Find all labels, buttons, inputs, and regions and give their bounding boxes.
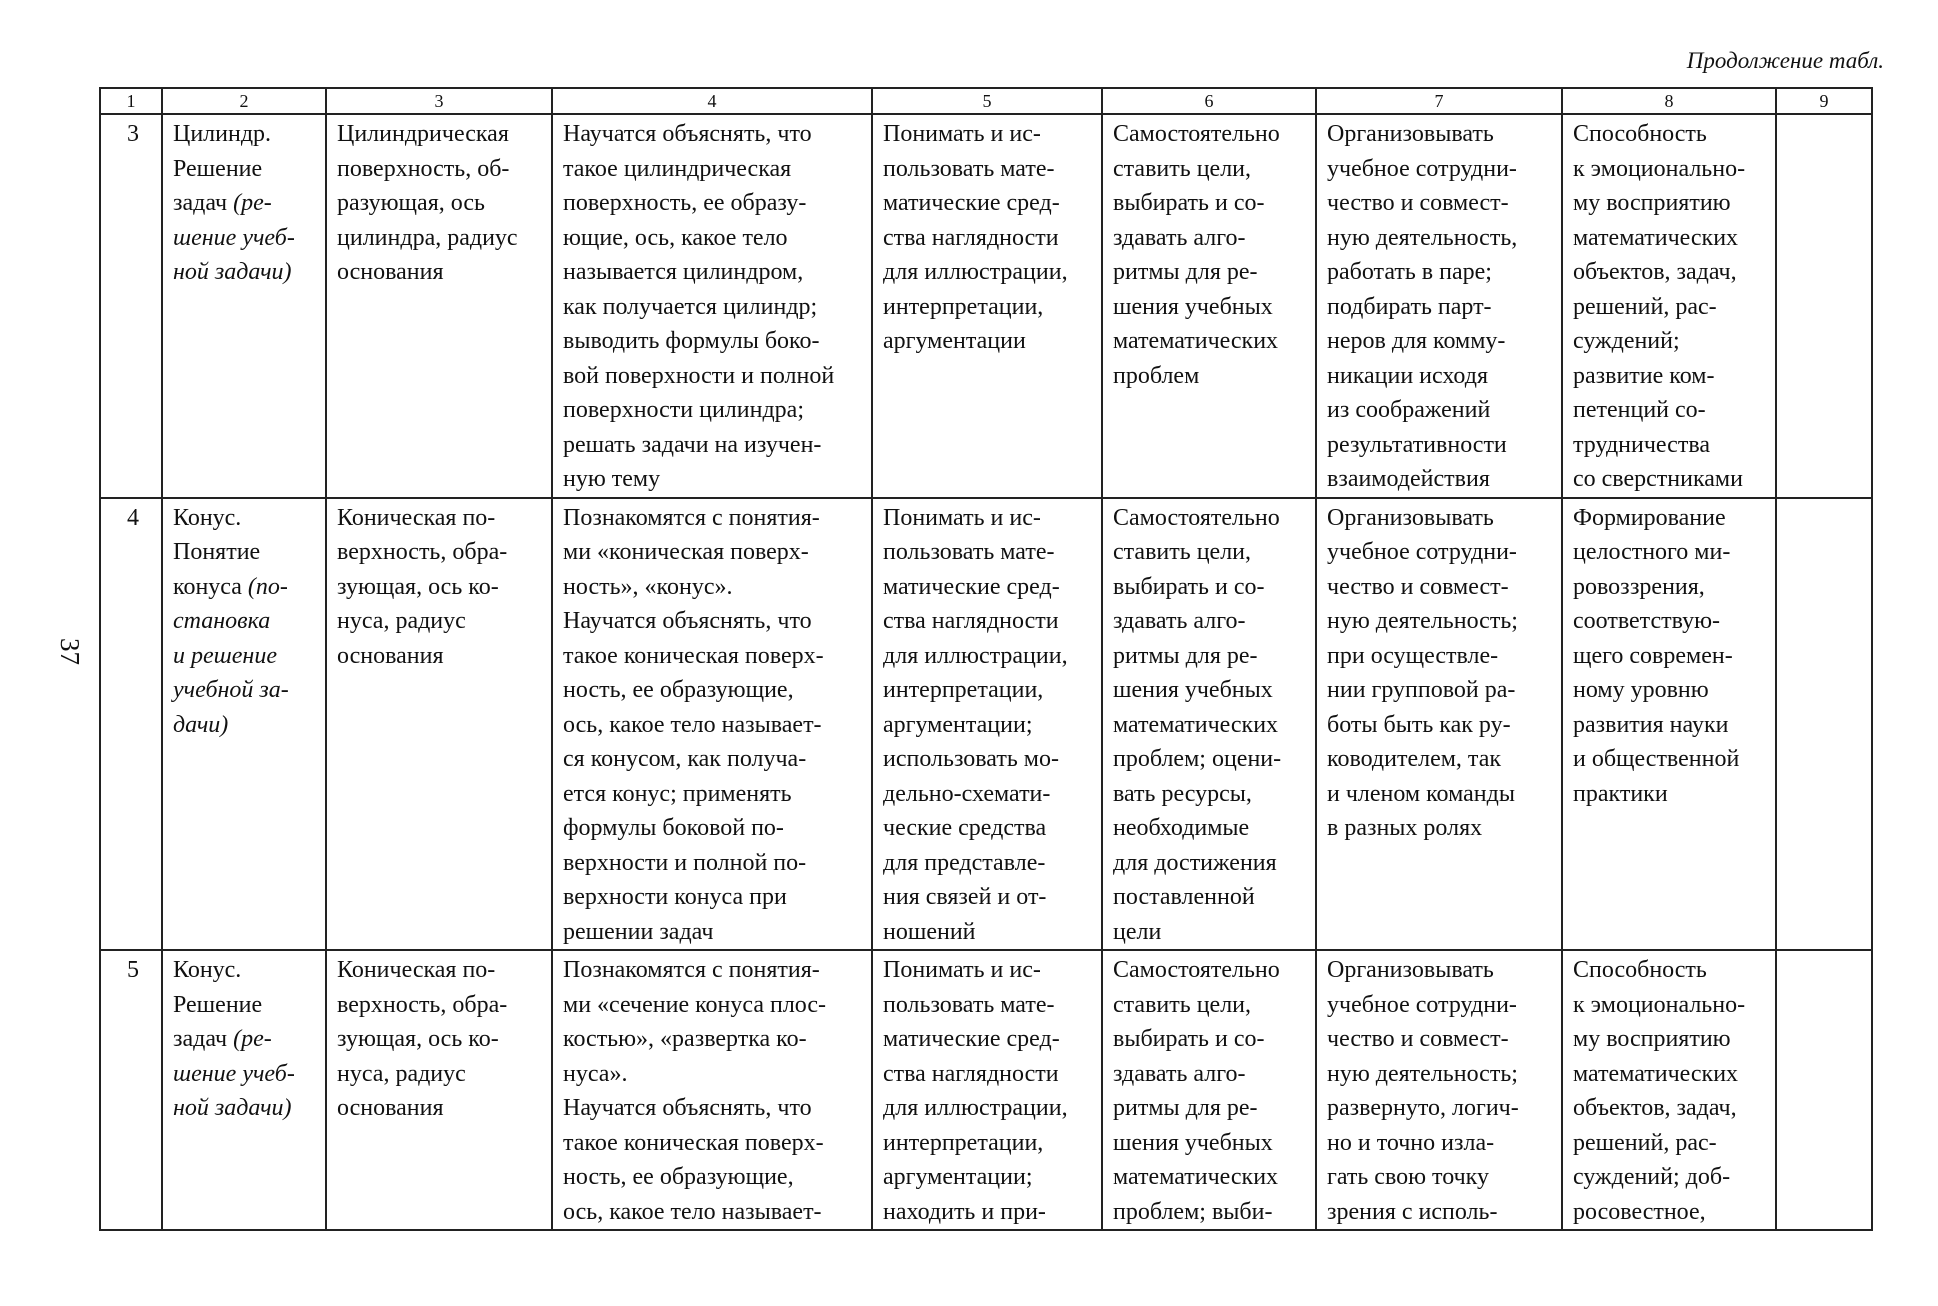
cognitive-uud: Понимать и ис- пользовать мате- матические сред- ства наглядности для иллюстрации, интерпретации, аргументации; использовать мо- дельно-схемати- ческие средства для представле- ния связей и от- ношений: [872, 498, 1102, 951]
header-row: [100, 88, 1872, 114]
regulatory-uud: Самостоятельно ставить цели, выбирать и со- здавать алго- ритмы для ре- шения учебных математических проблем; выби-: [1102, 950, 1316, 1230]
communicative-uud: Организовывать учебное сотрудни- чество и совмест- ную деятельность, работать в паре; подбирать парт- неров для комму- никации исходя из соображений результативности взаимодействия: [1316, 114, 1562, 498]
table-row: [100, 950, 1872, 1230]
header-cell: 7: [1316, 88, 1562, 114]
lesson-type: (ре- шение учеб- ной задачи): [173, 1026, 295, 1121]
communicative-uud: Организовывать учебное сотрудни- чество и совмест- ную деятельность; развернуто, логич- но и точно изла- гать свою точку зрения с исполь-: [1316, 950, 1562, 1230]
header-cell: 2: [162, 88, 326, 114]
regulatory-uud: Самостоятельно ставить цели, выбирать и со- здавать алго- ритмы для ре- шения учебных математических проблем; оцени- вать ресурсы, необходимые для достижения поставленной цели: [1102, 498, 1316, 951]
lesson-topic: [162, 114, 326, 498]
personal-results: Способность к эмоционально- му восприятию математических объектов, задач, решений, рас- суждений; доб- росовестное,: [1562, 950, 1776, 1230]
column-9-cell: [1776, 950, 1872, 1230]
column-9-cell: [1776, 498, 1872, 951]
basic-concepts: Коническая по- верхность, обра- зующая, ось ко- нуса, радиус основания: [326, 498, 552, 951]
header-cell: 9: [1776, 88, 1872, 114]
regulatory-uud: Самостоятельно ставить цели, выбирать и со- здавать алго- ритмы для ре- шения учебных математических проблем: [1102, 114, 1316, 498]
subject-results: Познакомятся с понятия- ми «коническая поверх- ность», «конус». Научатся объяснять, что такое коническая поверх- ность, ее образующие, ось, какое тело называет- ся конусом, как получа- ется конус; применять формулы боковой по- верхности и полной по- верхности конуса при решении задач: [552, 498, 872, 951]
lesson-plan-table: [99, 87, 1873, 1231]
lesson-number: 5: [100, 950, 162, 1230]
lesson-number: 4: [100, 498, 162, 951]
subject-results: Познакомятся с понятия- ми «сечение конуса плос- костью», «развертка ко- нуса». Научатся объяснять, что такое коническая поверх- ность, ее образующие, ось, какое тело называет-: [552, 950, 872, 1230]
lesson-topic: [162, 950, 326, 1230]
page-number: 37: [55, 638, 85, 665]
topic-name: Цилиндр. Решение задач: [173, 121, 272, 216]
personal-results: Способность к эмоционально- му восприятию математических объектов, задач, решений, рас- суждений; развитие ком- петенций со- трудничества со сверстниками: [1562, 114, 1776, 498]
subject-results: Научатся объяснять, что такое цилиндрическая поверхность, ее образу- ющие, ось, какое тело называется цилиндром, как получается цилиндр; выводить формулы боко- вой поверхности и полной поверхности цилиндра; решать задачи на изучен- ную тему: [552, 114, 872, 498]
personal-results: Формирование целостного ми- ровоззрения, соответствую- щего современ- ному уровню развития науки и общественной практики: [1562, 498, 1776, 951]
header-cell: 1: [100, 88, 162, 114]
lesson-topic: [162, 498, 326, 951]
table-row: [100, 498, 1872, 951]
basic-concepts: Цилиндрическая поверхность, об- разующая, ось цилиндра, радиус основания: [326, 114, 552, 498]
communicative-uud: Организовывать учебное сотрудни- чество и совмест- ную деятельность; при осуществле- нии групповой ра- боты быть как ру- ководителем, так и членом команды в разных ролях: [1316, 498, 1562, 951]
header-cell: 8: [1562, 88, 1776, 114]
cognitive-uud: Понимать и ис- пользовать мате- матические сред- ства наглядности для иллюстрации, интерпретации, аргументации; находить и при-: [872, 950, 1102, 1230]
header-cell: 6: [1102, 88, 1316, 114]
header-cell: 5: [872, 88, 1102, 114]
header-cell: 4: [552, 88, 872, 114]
table-continuation-caption: Продолжение табл.: [1686, 48, 1884, 73]
cognitive-uud: Понимать и ис- пользовать мате- матические сред- ства наглядности для иллюстрации, интерпретации, аргументации: [872, 114, 1102, 498]
lesson-type: (по- становка и решение учебной за- дачи): [173, 573, 289, 738]
basic-concepts: Коническая по- верхность, обра- зующая, ось ко- нуса, радиус основания: [326, 950, 552, 1230]
topic-name: Конус. Решение задач: [173, 957, 263, 1052]
lesson-type: (ре- шение учеб- ной задачи): [173, 190, 295, 285]
table-row: [100, 114, 1872, 498]
lesson-number: 3: [100, 114, 162, 498]
column-9-cell: [1776, 114, 1872, 498]
topic-name: Конус. Понятие конуса: [173, 504, 261, 600]
header-cell: 3: [326, 88, 552, 114]
